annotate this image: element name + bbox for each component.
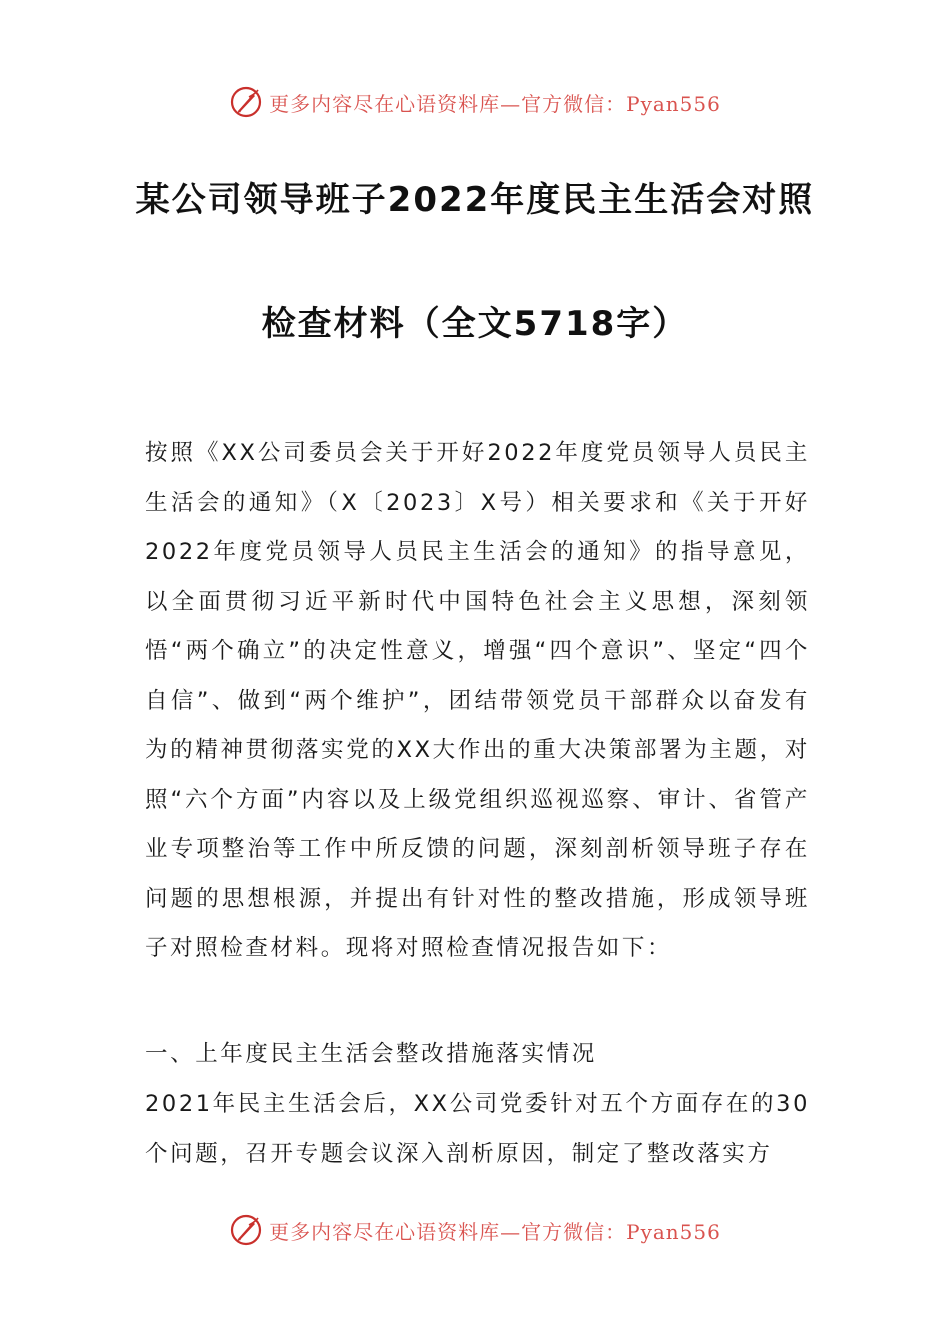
- header-watermark: [0, 80, 950, 124]
- document-title-line-2: 检查材料（全文5718字）: [261, 304, 689, 344]
- intro-paragraph: 按照《XX公司委员会关于开好2022年度党员领导人员民主生活会的通知》（X〔2023〕X号）相关要求和《关于开好2022年度党员领导人员民主生活会的通知》的指导意见，以全面贯彻习近平新时代中国特色社会主义思想，深刻领悟“两个确立”的决定性意义，增强“四个意识”、坚定“四个自信”、做到“两个维护”，团结带领党员干部群众以奋发有为的精神贯彻落实党的XX大作出的重大决策部署为主题，对照“六个方面”内容以及上级党组织巡视巡察、审计、省管产业专项整治等工作中所反馈的问题，深刻剖析领导班子存在问题的思想根源，并提出有针对性的整改措施，形成领导班子对照检查材料。现将对照检查情况报告如下：: [145, 440, 810, 961]
- quill-pen-logo-icon: [229, 85, 263, 119]
- watermark-text: 更多内容尽在心语资料库—官方微信：Pyan556: [269, 91, 721, 116]
- watermark-text: 更多内容尽在心语资料库—官方微信：Pyan556: [269, 1219, 721, 1244]
- section-1-heading: 一、上年度民主生活会整改措施落实情况: [145, 1041, 597, 1067]
- section-1-paragraph: 2021年民主生活会后，XX公司党委针对五个方面存在的30个问题，召开专题会议深入剖析原因，制定了整改落实方: [145, 1091, 810, 1167]
- document-title-line-1: 某公司领导班子2022年度民主生活会对照: [135, 180, 815, 220]
- footer-watermark: [0, 1208, 950, 1252]
- quill-pen-logo-icon: [229, 1213, 263, 1247]
